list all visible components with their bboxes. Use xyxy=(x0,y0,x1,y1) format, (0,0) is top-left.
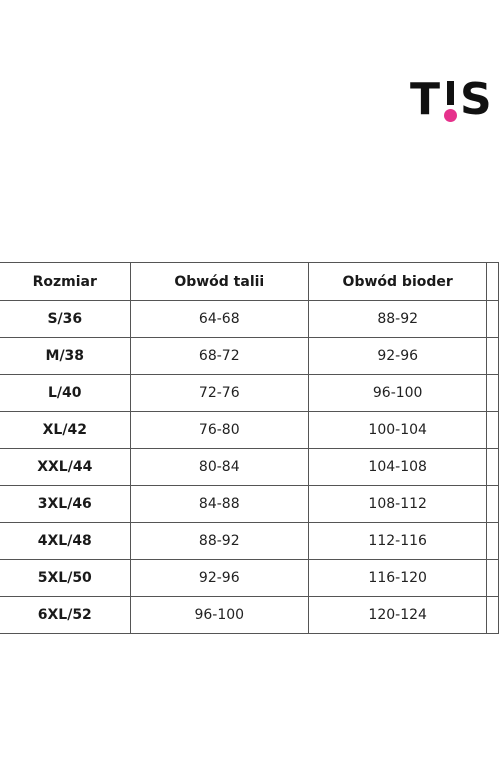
header-hip: Obwód bioder xyxy=(308,263,486,301)
extra-cell xyxy=(487,486,499,523)
hip-cell: 116-120 xyxy=(308,560,486,597)
logo-exclamation-mark xyxy=(443,78,458,122)
size-cell: XXL/44 xyxy=(0,449,130,486)
waist-cell: 68-72 xyxy=(130,338,308,375)
table-row xyxy=(0,412,499,449)
extra-cell xyxy=(487,523,499,560)
waist-cell: 92-96 xyxy=(130,560,308,597)
logo-letter-t: T xyxy=(410,74,442,125)
extra-cell xyxy=(487,597,499,634)
table-row xyxy=(0,375,499,412)
extra-cell xyxy=(487,338,499,375)
extra-cell xyxy=(487,412,499,449)
waist-cell: 76-80 xyxy=(130,412,308,449)
logo-exclamation-bar xyxy=(447,81,454,105)
table-row xyxy=(0,338,499,375)
table-row xyxy=(0,597,499,634)
table-row xyxy=(0,486,499,523)
waist-cell: 88-92 xyxy=(130,523,308,560)
extra-cell xyxy=(487,301,499,338)
table-row xyxy=(0,301,499,338)
hip-cell: 104-108 xyxy=(308,449,486,486)
size-cell: 4XL/48 xyxy=(0,523,130,560)
header-waist: Obwód talii xyxy=(130,263,308,301)
size-cell: 6XL/52 xyxy=(0,597,130,634)
extra-cell xyxy=(487,449,499,486)
brand-logo xyxy=(410,74,493,125)
waist-cell: 64-68 xyxy=(130,301,308,338)
header-extra-cell xyxy=(487,263,499,301)
logo-letter-s: S xyxy=(460,74,493,125)
waist-cell: 84-88 xyxy=(130,486,308,523)
size-chart-table xyxy=(0,262,499,634)
size-cell: L/40 xyxy=(0,375,130,412)
table-row xyxy=(0,560,499,597)
size-cell: 5XL/50 xyxy=(0,560,130,597)
hip-cell: 100-104 xyxy=(308,412,486,449)
size-cell: XL/42 xyxy=(0,412,130,449)
hip-cell: 112-116 xyxy=(308,523,486,560)
table-header-row xyxy=(0,263,499,301)
table-row xyxy=(0,449,499,486)
hip-cell: 108-112 xyxy=(308,486,486,523)
hip-cell: 96-100 xyxy=(308,375,486,412)
extra-cell xyxy=(487,375,499,412)
waist-cell: 96-100 xyxy=(130,597,308,634)
size-cell: 3XL/46 xyxy=(0,486,130,523)
size-cell: M/38 xyxy=(0,338,130,375)
size-cell: S/36 xyxy=(0,301,130,338)
header-size: Rozmiar xyxy=(0,263,130,301)
hip-cell: 92-96 xyxy=(308,338,486,375)
logo-pink-dot xyxy=(444,109,457,122)
table-row xyxy=(0,523,499,560)
hip-cell: 88-92 xyxy=(308,301,486,338)
hip-cell: 120-124 xyxy=(308,597,486,634)
waist-cell: 80-84 xyxy=(130,449,308,486)
extra-cell xyxy=(487,560,499,597)
waist-cell: 72-76 xyxy=(130,375,308,412)
